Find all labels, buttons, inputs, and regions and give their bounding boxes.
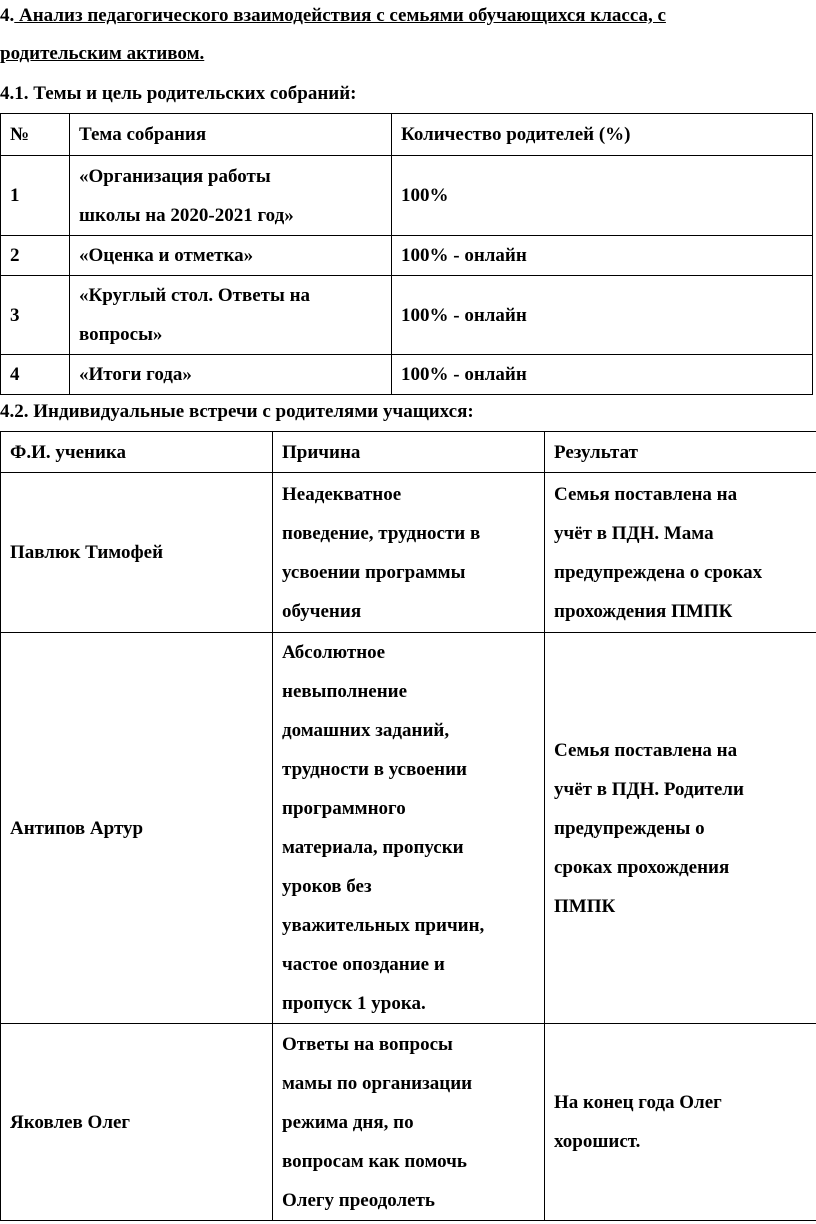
reason-line: программного [282,798,406,819]
individual-meetings-table [0,431,816,1221]
reason-line: усвоении программы [282,561,466,583]
header-number: № [1,114,70,156]
row-number: 2 [1,236,70,276]
table-row [1,633,816,1024]
result-line: учёт в ПДН. Мама [554,522,714,544]
result-line: предупреждены о [554,817,705,839]
meeting-result [545,633,816,1024]
reason-line: Абсолютное [282,642,386,663]
meeting-result [545,473,816,633]
row-number: 4 [1,355,70,395]
reason-line: уроков без [282,876,372,897]
student-name: Яковлев Олег [1,1024,273,1221]
result-line: хорошист. [554,1131,641,1152]
reason-line: уважительных причин, [282,915,485,936]
reason-line: материала, пропуски [282,837,464,858]
table-row [1,156,813,236]
header-count: Количество родителей (%) [392,114,813,156]
student-name: Антипов Артур [1,633,273,1024]
result-line: прохождения ПМПК [554,600,733,622]
table-header-row [1,114,813,156]
result-line: учёт в ПДН. Родители [554,778,744,800]
student-name: Павлюк Тимофей [1,473,273,633]
row-number: 1 [1,156,70,236]
row-count: 100% [392,156,813,236]
result-line: ПМПК [554,895,616,917]
result-line: сроках прохождения [554,856,730,878]
reason-line: обучения [282,600,362,622]
reason-line: трудности в усвоении [282,759,467,780]
section-heading-line-2: родительским активом. [0,43,205,64]
reason-line: Неадекватное [282,483,402,505]
topic-line: школы на 2020-2021 год» [79,204,294,226]
row-number: 3 [1,276,70,355]
section-heading-text: Анализ педагогического взаимодействия с семьями обучающихся класса, с [14,5,666,26]
row-topic: «Оценка и отметка» [70,236,392,276]
topic-line: «Круглый стол. Ответы на [79,285,311,306]
reason-line: мамы по организации [282,1072,473,1094]
reason-line: режима дня, по [282,1111,414,1133]
meeting-reason [273,1024,545,1221]
reason-line: невыполнение [282,681,408,702]
meeting-reason [273,633,545,1024]
table-row [1,355,813,395]
parent-meetings-table [0,113,813,395]
row-count: 100% - онлайн [392,276,813,355]
table-row [1,276,813,355]
meeting-reason [273,473,545,633]
section-heading-number: 4. [0,5,15,26]
reason-line: Ответы на вопросы [282,1033,453,1055]
result-line: предупреждена о сроках [554,561,763,583]
table-row [1,236,813,276]
reason-line: Олегу преодолеть [282,1189,435,1211]
row-topic [70,276,392,355]
meeting-result [545,1024,816,1221]
topic-line: вопросы» [79,324,163,345]
reason-line: домашних заданий, [282,720,450,741]
reason-line: вопросам как помочь [282,1150,467,1172]
subsection-4-2-title: 4.2. Индивидуальные встречи с родителями учащихся: [0,401,474,422]
header-reason: Причина [273,432,545,473]
reason-line: поведение, трудности в [282,522,481,544]
reason-line: частое опоздание и [282,954,445,975]
header-topic: Тема собрания [70,114,392,156]
row-topic [70,156,392,236]
header-result: Результат [545,432,816,473]
result-line: Семья поставлена на [554,739,738,761]
row-count: 100% - онлайн [392,236,813,276]
table-row [1,1024,816,1221]
row-topic: «Итоги года» [70,355,392,395]
subsection-4-1-title: 4.1. Темы и цель родительских собраний: [0,83,357,104]
table-header-row [1,432,816,473]
result-line: Семья поставлена на [554,483,738,505]
result-line: На конец года Олег [554,1092,722,1113]
row-count: 100% - онлайн [392,355,813,395]
table-row [1,473,816,633]
section-heading-line-1 [0,5,666,27]
reason-line: пропуск 1 урока. [282,993,426,1014]
header-student: Ф.И. ученика [1,432,273,473]
topic-line: «Организация работы [79,165,271,187]
